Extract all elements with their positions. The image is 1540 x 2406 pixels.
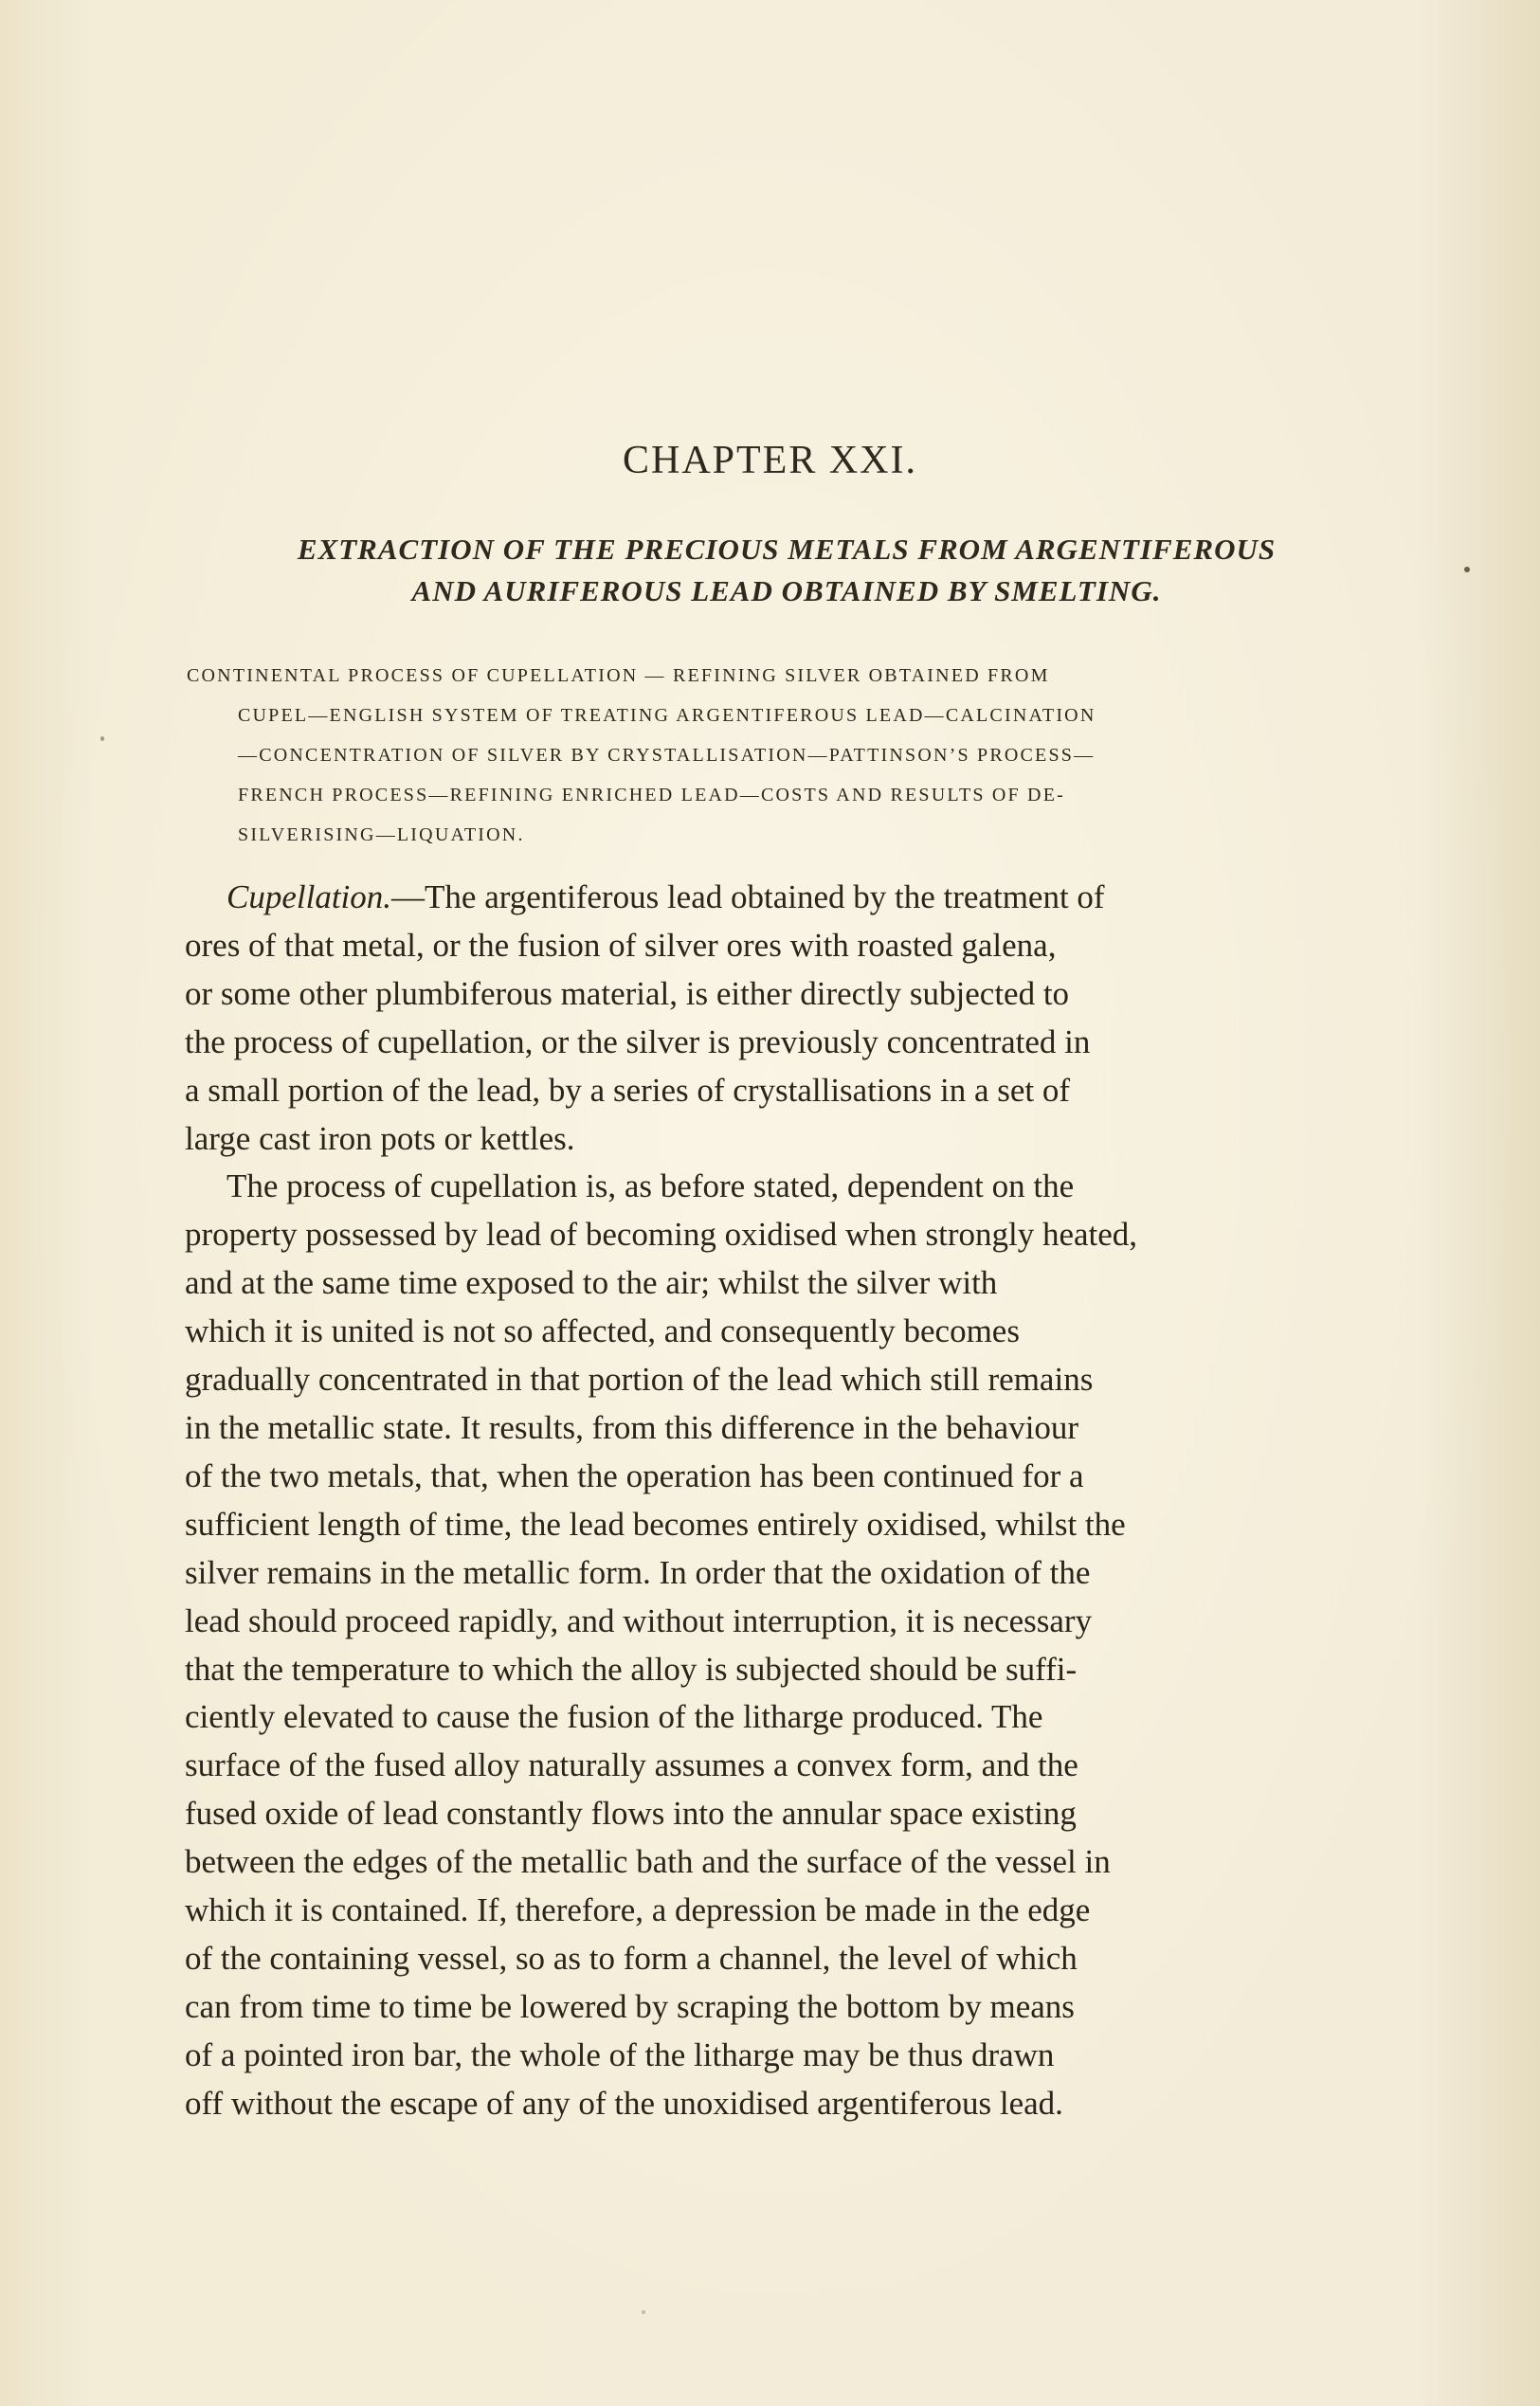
body-line: of a pointed iron bar, the whole of the litharge may be thus drawn	[185, 2035, 1055, 2073]
body-line: The process of cupellation is, as before stated, dependent on the	[226, 1167, 1075, 1205]
run-in-heading: Cupellation.	[226, 878, 392, 915]
body-line: can from time to time be lowered by scraping the bottom by means	[185, 1987, 1075, 2025]
body-line: ciently elevated to cause the fusion of the litharge produced. The	[185, 1698, 1043, 1736]
body-line: or some other plumbiferous material, is either directly subjected to	[185, 974, 1070, 1012]
body-line: property possessed by lead of becoming oxidised when strongly heated,	[185, 1216, 1138, 1254]
body-line: gradually concentrated in that portion of the lead which still remains	[185, 1361, 1094, 1399]
body-line: which it is united is not so affected, and consequently becomes	[185, 1312, 1020, 1350]
body-line: that the temperature to which the alloy is subjected should be suffi-	[185, 1650, 1078, 1688]
subtitle-line: EXTRACTION OF THE PRECIOUS METALS FROM ARGENTIFEROUS	[297, 533, 1277, 566]
body-line: of the two metals, that, when the operation has been continued for a	[185, 1456, 1084, 1494]
subtitle-line: AND AURIFEROUS LEAD OBTAINED BY SMELTING.	[411, 574, 1162, 607]
synopsis-line: —CONCENTRATION OF SILVER BY CRYSTALLISATION—PATTINSON’S PROCESS—	[238, 745, 1096, 766]
body-line: a small portion of the lead, by a series of crystallisations in a set of	[185, 1071, 1071, 1109]
body-line: large cast iron pots or kettles.	[185, 1119, 575, 1157]
body-line: and at the same time exposed to the air; whilst the silver with	[185, 1264, 998, 1302]
body-paragraphs	[185, 874, 1377, 2128]
body-line: the process of cupellation, or the silver is previously concentrated in	[185, 1022, 1091, 1060]
body-line: off without the escape of any of the unoxidised argentiferous lead.	[185, 2084, 1063, 2122]
body-line: ores of that metal, or the fusion of silver ores with roasted galena,	[185, 926, 1057, 964]
synopsis-line: FRENCH PROCESS—REFINING ENRICHED LEAD—COSTS AND RESULTS OF DE-	[238, 785, 1065, 805]
body-line-text: —The argentiferous lead obtained by the treatment of	[391, 878, 1105, 915]
chapter-subtitle	[171, 529, 1403, 612]
synopsis-line: CUPEL—ENGLISH SYSTEM OF TREATING ARGENTIFEROUS LEAD—CALCINATION	[238, 705, 1096, 726]
body-line: of the containing vessel, so as to form a channel, the level of which	[185, 1939, 1078, 1977]
body-line	[185, 874, 1377, 922]
body-line: in the metallic state. It results, from this difference in the behaviour	[185, 1408, 1079, 1446]
synopsis-line: CONTINENTAL PROCESS OF CUPELLATION — REFINING SILVER OBTAINED FROM	[187, 665, 1050, 686]
body-line: between the edges of the metallic bath and the surface of the vessel in	[185, 1843, 1111, 1881]
paper-speck	[100, 736, 104, 741]
body-line: surface of the fused alloy naturally assumes a convex form, and the	[185, 1746, 1078, 1784]
body-line: lead should proceed rapidly, and without interruption, it is necessary	[185, 1601, 1093, 1639]
paper-speck	[642, 2310, 645, 2314]
chapter-synopsis	[187, 656, 1376, 855]
body-line: which it is contained. If, therefore, a depression be made in the edge	[185, 1891, 1091, 1929]
body-line: silver remains in the metallic form. In order that the oxidation of the	[185, 1553, 1091, 1591]
body-line: sufficient length of time, the lead becomes entirely oxidised, whilst the	[185, 1505, 1126, 1543]
body-line: fused oxide of lead constantly flows into the annular space existing	[185, 1795, 1077, 1833]
synopsis-line: SILVERISING—LIQUATION.	[238, 824, 525, 845]
paper-speck	[1464, 567, 1470, 572]
chapter-heading: CHAPTER XXI.	[622, 439, 917, 482]
